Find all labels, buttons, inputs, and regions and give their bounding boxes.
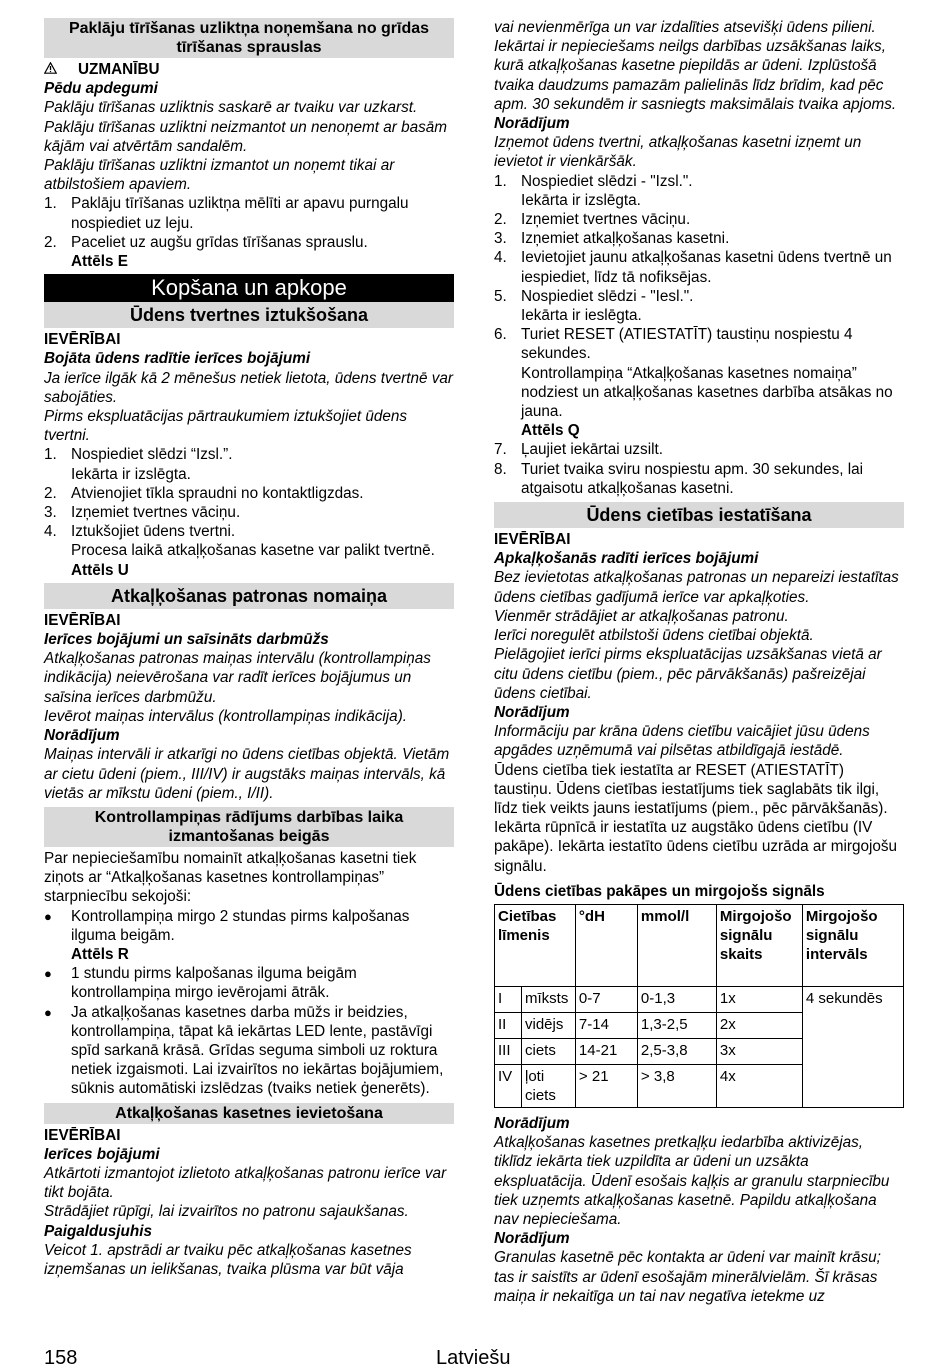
hint-label: Norādījum [494,703,570,721]
notice-label: IEVĒRĪBAI [44,611,121,629]
table-cell: 14-21 [575,1038,637,1064]
notice-text: Ievērot maiņas intervālus (kontrollampiņas indikācija). [44,707,408,725]
list-item: ● Kontrollampiņa mirgo 2 stundas pirms kalpošanas ilguma beigām. [44,907,454,945]
hint-text: Izņemot ūdens tvertni, atkaļķošanas kasetni izņemt un ievietot ir vienkāršāk. [494,134,862,171]
hint-text: Maiņas intervāli ir atkarīgi no ūdens cietības objektā. Vietām ar cietu ūdeni (piem., III/IV) ir augstāks maiņas intervāls, kā vietās ar mīkstu ūdeni (piem., I/II). [44,746,450,802]
notice-text: Strādājiet rūpīgi, lai izvairītos no patronu sajaukšanas. [44,1203,409,1221]
table-cell-interval: 4 sekundēs [802,986,903,1107]
install-label: Paigaldusjuhis [44,1222,152,1240]
install-text-cont: vai nevienmērīga un var izdalīties atsevišķi ūdens pilieni. Iekārtai ir nepieciešams neilgs darbības uzsākšanas laiks, kurā atkaļķošanas kasetne piepildās ar ūdeni. Izplūstošā tvaika daudzums pamazām palielinās līdz brīdim, kad pēc apm. 30 sekundēm ir sasniegts maksimālais tvaika apjoms. [494,19,897,113]
steps-remove [44,194,454,252]
notice-title: Ierīces bojājumi [44,1145,160,1163]
notice-text: Pirms ekspluatācijas pārtraukumiem iztukšojiet ūdens tvertni. [44,408,408,445]
list-item: 2. Izņemiet tvertnes vāciņu. [494,211,691,229]
bullet-list [44,964,454,1098]
left-column [44,18,454,1279]
table-cell: 0-7 [575,986,637,1012]
list-item: 1. Paklāju tīrīšanas uzliktņa mēlīti ar apavu purngalu nospiediet uz leju. [44,195,409,232]
list-item: 4. Ievietojiet jaunu atkaļķošanas kasetni ūdens tvertnē un iespiediet, līdz tā nofiksējas. [494,249,892,286]
install-text: Veicot 1. apstrādi ar tvaiku pēc atkaļķošanas kasetnes izņemšanas un ielikšanas, tvaika plūsma var būt vāja [44,1241,412,1278]
hardness-table [494,904,904,1108]
hint-label: Norādījum [44,727,120,745]
table-caption: Ūdens cietības pakāpes un mirgojošs signāls [494,882,825,900]
right-column [494,18,904,1306]
list-item: 3. Izņemiet atkaļķošanas kasetni. [494,230,730,248]
warning-title: Pēdu apdegumi [44,80,158,98]
steps-insert [494,172,904,422]
bullet-list [44,907,454,945]
notice-title: Bojāta ūdens radītie ierīces bojājumi [44,350,311,368]
hint-label: Norādījum [494,1230,570,1248]
table-cell: III [495,1038,522,1064]
list-item: 8. Turiet tvaika sviru nospiestu apm. 30 sekundes, lai atgaisotu atkaļķošanas kasetni. [494,460,864,497]
table-header-cell: Mirgojošo signālu skaits [716,904,802,986]
table-header-cell: Cietības līmenis [495,904,576,986]
table-cell: ciets [522,1038,576,1064]
table-cell: 3x [716,1038,802,1064]
table-cell: 7-14 [575,1012,637,1038]
hint-text: Informāciju par krāna ūdens cietību vaicājiet jūsu ūdens apgādes uzņēmumā vai pilsētas atbildīgajā iestādē. [494,723,870,760]
list-item: 1. Nospiediet slēdzi “Izsl.”. Iekārta ir izslēgta. [44,446,233,483]
list-item: 5. Nospiediet slēdzi - "Iesl.". Iekārta ir ieslēgta. [494,287,694,325]
table-cell: 2x [716,1012,802,1038]
table-cell: 0-1,3 [637,986,716,1012]
warning-text: Paklāju tīrīšanas uzliktni neizmantot un nenoņemt ar basām kājām vai atvērtām sandalēm. [44,118,448,155]
body-text: Ūdens cietība tiek iestatīta ar RESET (ATIESTATĪT) taustiņu. Ūdens cietības iestatījums tiek saglabāts tik ilgi, līdz tiek veikts jauns iestatījums (piem., pēc pārvākšanās). Iekārta rūpnīcā ir iestatīta uz augstāko ūdens cietību (IV pakāpe). Iekārta iestatīto ūdens cietību uzrāda ar mirgojošu signālu. [494,761,898,875]
heading-insert-cartridge: Atkaļķošanas kasetnes ievietošana [44,1103,454,1124]
page-number: 158 [44,1347,78,1369]
hint-text: Atkaļķošanas kasetnes pretkaļķu iedarbība aktivizējas, tiklīdz iekārta tiek uzpildīta ar ūdeni un uzsākta ekspluatācija. Ūdenī esošais kaļķis ar granulu starpniecību tiek uzņemts atkaļķošanas kasetnē. Papildu atkaļķošana nav nepieciešama. [494,1134,890,1228]
table-cell: vidējs [522,1012,576,1038]
table-cell: 1x [716,986,802,1012]
notice-text: Ierīci noregulēt atbilstoši ūdens cietībai objektā. [494,627,814,645]
table-cell: 4x [716,1064,802,1107]
list-item: 2. Atvienojiet tīkla spraudni no kontaktligzdas. [44,484,364,502]
list-item: 7. Ļaujiet iekārtai uzsilt. [494,441,663,459]
notice-title: Apkaļķošanās radīti ierīces bojājumi [494,550,759,568]
hint-label: Norādījum [494,115,570,133]
list-item: 6. Turiet RESET (ATIESTATĪT) taustiņu nospiestu 4 sekundes. Kontrollampiņa “Atkaļķošanas kasetnes nomaiņa” nodziest un atkaļķošanas kasetnes darbība atsākas no jauna. [494,326,893,421]
warning-text: Paklāju tīrīšanas uzliktnis saskarē ar tvaiku var uzkarst. [44,99,418,117]
table-header-cell: mmol/l [637,904,716,986]
page-language: Latviešu [436,1347,511,1369]
table-cell: mīksts [522,986,576,1012]
notice-text: Pielāgojiet ierīci pirms ekspluatācijas uzsākšanas vietā ar citu ūdens cietību (piem., pēc pārvākšanās) pašreizējai ūdens cietībai. [494,646,882,702]
notice-text: Atkaļķošanas patronas maiņas intervālu (kontrollampiņas indikācija) neievērošana var radīt ierīces bojājumus un saīsina ierīces darbmūžu. [44,650,431,706]
notice-title: Ierīces bojājumi un saīsināts darbmūžs [44,631,329,649]
steps-insert-cont [494,440,904,498]
list-item: 3. Izņemiet tvertnes vāciņu. [44,504,241,522]
table-cell: II [495,1012,522,1038]
table-cell: 2,5-3,8 [637,1038,716,1064]
table-cell: I [495,986,522,1012]
list-item: 2. Paceliet uz augšu grīdas tīrīšanas sprauslu. [44,233,368,251]
section-title: Kopšana un apkope [44,274,454,302]
heading-cartridge-change: Atkaļķošanas patronas nomaiņa [44,583,454,609]
table-header-cell: °dH [575,904,637,986]
figure-ref: Attēls U [71,561,129,579]
warning-triangle-icon [44,60,78,79]
table-header-row [495,904,904,986]
table-header-cell: Mirgojošo signālu intervāls [802,904,903,986]
table-cell: IV [495,1064,522,1107]
hint-label: Norādījum [494,1114,570,1132]
notice-text: Vienmēr strādājiet ar atkaļķošanas patronu. [494,607,789,625]
hint-text: Granulas kasetnē pēc kontakta ar ūdeni var mainīt krāsu; tas ir saistīts ar ūdenī esošajām minerālvielām. Šī krāsas maiņa ir nekaitīga un tai nav negatīva ietekme uz [494,1249,881,1305]
list-item: 1. Nospiediet slēdzi - "Izsl.". Iekārta ir izslēgta. [494,172,693,209]
table-row [495,986,904,1012]
notice-label: IEVĒRĪBAI [44,331,121,349]
heading-lamp-indicator: Kontrollampiņas rādījums darbības laika izmantošanas beigās [44,807,454,847]
warning-text: Paklāju tīrīšanas uzliktni izmantot un noņemt tikai ar atbilstošiem apaviem. [44,157,395,194]
heading-water-hardness: Ūdens cietības iestatīšana [494,502,904,528]
list-item: ● Ja atkaļķošanas kasetnes darba mūžs ir beidzies, kontrollampiņa, tāpat kā iekārtas LED lente, pastāvīgi spīd sarkanā krāsā. Grīdas seguma simboli uz roktura netiek izgaismoti. Lai izvairītos no iekārtas bojājumiem, sūknis automātiski izslēdzas (tvaiks netiek ģenerēts). [44,1003,454,1099]
notice-text: Bez ievietotas atkaļķošanas patronas un nepareizi iestatītas ūdens cietības gadījumā ierīce var apkaļķoties. [494,569,899,606]
notice-label: IEVĒRĪBAI [44,1126,121,1144]
heading-empty-tank: Ūdens tvertnes iztukšošana [44,302,454,328]
warning-label: UZMANĪBU [44,60,454,79]
figure-ref: Attēls R [71,945,129,963]
list-item: 4. Iztukšojiet ūdens tvertni. Procesa laikā atkaļķošanas kasetne var palikt tvertnē. [44,523,435,560]
heading-remove-carpet-glider: Paklāju tīrīšanas uzliktņa noņemšana no grīdas tīrīšanas sprauslas [44,18,454,58]
list-item: ● 1 stundu pirms kalpošanas ilguma beigām kontrollampiņa mirgo ievērojami ātrāk. [44,964,454,1002]
notice-text: Ja ierīce ilgāk kā 2 mēnešus netiek lietota, ūdens tvertnē var sabojāties. [44,369,453,406]
steps-empty-tank [44,445,454,560]
notice-text: Atkārtoti izmantojot izlietoto atkaļķošanas patronu ierīce var tikt bojāta. [44,1164,447,1202]
table-cell: ļoti ciets [522,1064,576,1107]
table-cell: > 21 [575,1064,637,1107]
body-text: Par nepieciešamību nomainīt atkaļķošanas kasetni tiek ziņots ar “Atkaļķošanas kasetnes kontrollampiņas” starpniecību sekojoši: [44,849,417,906]
figure-ref: Attēls Q [521,422,580,440]
notice-label: IEVĒRĪBAI [494,531,571,549]
table-cell: > 3,8 [637,1064,716,1107]
table-cell: 1,3-2,5 [637,1012,716,1038]
figure-ref: Attēls E [71,253,128,271]
